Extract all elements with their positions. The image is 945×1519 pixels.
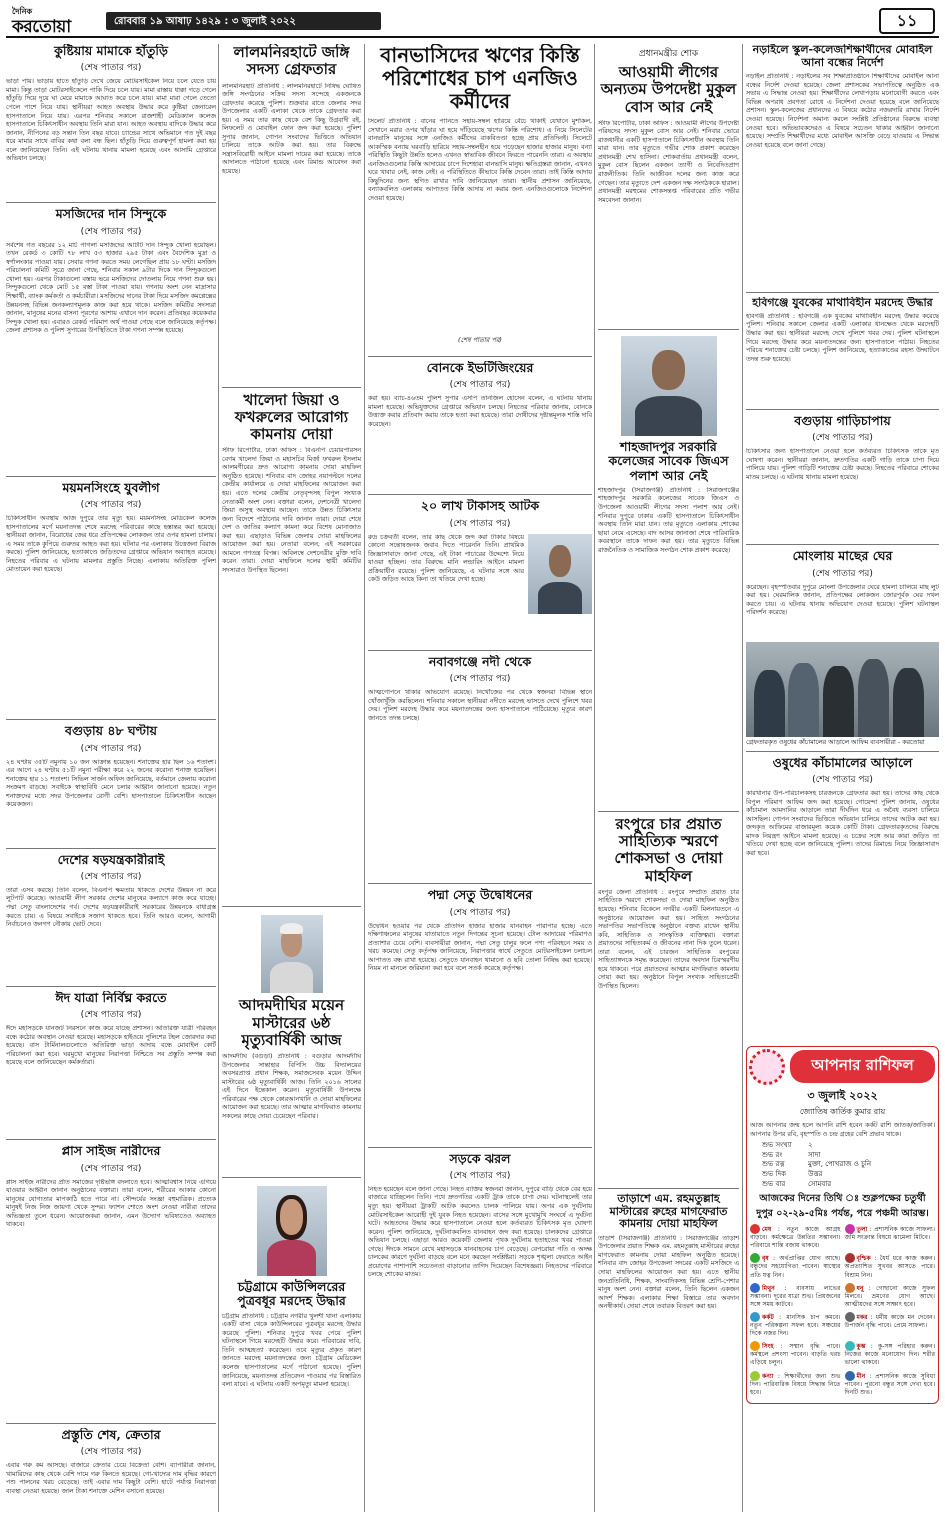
headline: কুষ্টিয়ায় মামাকে হাঁতুড়ি bbox=[54, 44, 168, 58]
article-body: তাড়াশ (সিরাজগঞ্জ) প্রতিনিধি : সিরাজগঞ্জের তাড়াশ উপজেলার প্রয়াত শিক্ষক এম. রহমতুল্লাহ মাস্টারের রুহের মাগফেরাত কামনায় দোয়া মাহফিল অনুষ্ঠিত হয়েছে। শনিবার বাদ জোহর উপজেলা সদরের একটি মসজিদে এ দোয়া মাহফিলের আয়োজন করা হয়। এতে স্থানীয় জনপ্রতিনিধি, শিক্ষক, সাংবাদিকসহ বিভিন্ন শ্রেণি-পেশার মানুষ অংশ নেন। বক্তারা বলেন, তিনি ছিলেন একজন আদর্শ শিক্ষক। এলাকার শিক্ষা বিস্তারে তার অবদান অনস্বীকার্য। দোয়া শেষে তবারক বিতরণ করা হয়। bbox=[598, 1234, 739, 1311]
column-2 bbox=[222, 44, 361, 1512]
article-body: হবিগঞ্জ প্রতিনিধি : হবিগঞ্জে এক যুবকের মাথাবিহীন মরদেহ উদ্ধার করেছে পুলিশ। শনিবার সকালে জেলার একটি এলাকার ধানক্ষেত থেকে মরদেহটি উদ্ধার করা হয়। স্থানীয়রা মরদেহ দেখে পুলিশে খবর দেয়। পুলিশ ঘটনাস্থলে গিয়ে মরদেহ উদ্ধার করে ময়নাতদন্তের জন্য হাসপাতালে পাঠায়। নিহতের পরিচয় শনাক্তের চেষ্টা চলছে। পুলিশ জানিয়েছে, হত্যাকাণ্ডের রহস্য উদ্ঘাটনে তদন্ত শুরু হয়েছে। bbox=[746, 312, 939, 363]
photo-body bbox=[270, 962, 313, 993]
sign-text: নতুন কাজে আগ্রহ বাড়বে। কর্মক্ষেত্রে উন্নতির সম্ভাবনা। পরিবারে শান্তি বজায় থাকবে। bbox=[750, 1226, 841, 1250]
aries-icon bbox=[750, 1224, 760, 1234]
headline: ময়মনসিংহে যুবলীগ bbox=[62, 480, 160, 495]
sign-name: কর্কট bbox=[762, 1313, 774, 1321]
headline: প্রস্তুতি শেষ, ক্রেতার bbox=[61, 1427, 161, 1442]
lucky-key: শুভ রত্ন bbox=[762, 1160, 785, 1169]
article-opium bbox=[746, 756, 939, 1040]
sign-text: অর্থপ্রাপ্তির যোগ আছে। বন্ধুদের সহযোগিতা পাবেন। স্বাস্থ্যের প্রতি যত্ন নিন। bbox=[750, 1255, 841, 1279]
lucky-key: শুভ দিক bbox=[762, 1169, 787, 1178]
continued-label: (শেষ পাতার পর) bbox=[449, 518, 511, 529]
continued-label: (শেষ পাতার পর) bbox=[812, 433, 873, 444]
sign-name: সিংহ bbox=[762, 1343, 774, 1351]
headline: তাড়াশে এম. রহমতুল্লাহ মাস্টারের রুহের মাগফেরাত কামনায় দোয়া মাহফিল bbox=[609, 1192, 728, 1231]
article-body: রংপুর জেলা প্রতিনিধি : রংপুরে সম্প্রতি প্রয়াত চার সাহিত্যিক স্মরণে শোকসভা ও দোয়া মাহফিল অনুষ্ঠিত হয়েছে। শনিবার বিকেলে নগরীর একটি মিলনায়তনে এ অনুষ্ঠানের আয়োজন করা হয়। সাহিত্য সংগঠনের সভাপতির সভাপতিত্বে অনুষ্ঠানে বক্তব্য রাখেন স্থানীয় কবি, সাহিত্যিক ও সাংস্কৃতিক ব্যক্তিত্বরা। বক্তারা প্রয়াতদের সাহিত্যকর্ম ও জীবনের নানা দিক তুলে ধরেন। তারা বলেন, এই চারজন সাহিত্যিক রংপুরের সাহিত্যাঙ্গনকে সমৃদ্ধ করেছেন। তাদের অবদান চিরস্মরণীয় হয়ে থাকবে। পরে প্রয়াতদের আত্মার মাগফিরাত কামনায় দোয়া করা হয়। অনুষ্ঠানে বিপুল সংখ্যক সাহিত্যপ্রেমী উপস্থিত ছিলেন। bbox=[598, 888, 739, 990]
article-eid-journey bbox=[6, 991, 216, 1135]
photo-figure bbox=[823, 666, 854, 736]
divider bbox=[222, 906, 361, 907]
sign-name: মিথুন bbox=[762, 1284, 775, 1292]
virgo-icon bbox=[750, 1371, 760, 1381]
lucky-value: ২ bbox=[808, 1141, 813, 1150]
lucky-row bbox=[750, 1170, 935, 1180]
article-conspirators bbox=[6, 853, 216, 982]
libra-icon bbox=[845, 1224, 855, 1234]
gemini-icon bbox=[750, 1283, 760, 1293]
divider bbox=[746, 751, 939, 752]
article-body: চিকিৎসার জন্য হাসপাতালে নেওয়া হলে কর্তব্যরত চিকিৎসক তাকে মৃত ঘোষণা করেন। স্থানীয়রা জানান, দ্রুতগতির একটি গাড়ি তাকে চাপা দিয়ে পালিয়ে যায়। পুলিশ গাড়িটি শনাক্তের চেষ্টা করছে। নিহতের পরিবারে শোকের মাতম চলছে। এ ঘটনায় থানায় মামলা হয়েছে। bbox=[746, 448, 939, 481]
article-body: আদমদীঘি (বগুড়া) প্রতিনিধি : বগুড়ার আদমদীঘি উপজেলার সান্তাহার বিপিসি উচ্চ বিদ্যালয়ের অবসরপ্রাপ্ত প্রধান শিক্ষক, সমাজসেবক ময়েন উদ্দিন মাস্টারের ৬ষ্ঠ মৃত্যুবার্ষিকী আজ। তিনি ২০১৬ সালের এই দিনে ইন্তেকাল করেন। মৃত্যুবার্ষিকী উপলক্ষে পরিবারের পক্ষ থেকে কোরআনখানি ও দোয়া মাহফিলের আয়োজন করা হয়েছে। তার আত্মার মাগফিরাত কামনায় সকলের কাছে দোয়া চেয়েছেন পরিবার। bbox=[222, 1053, 361, 1120]
sign-item: মীন : প্রশাসনিক কাজে সুবিধা পাবেন। পুরনো বন্ধুর সঙ্গে দেখা হবে। দিনটি শুভ। bbox=[844, 1372, 935, 1396]
continued-label: (শেষ পাতার পর) bbox=[449, 1170, 511, 1181]
logo-prefix: দৈনিক bbox=[12, 7, 33, 16]
headline: বগুড়ায় গাড়িচাপায় bbox=[794, 413, 891, 428]
sign-item: তুলা : প্রশাসনিক কাজে সাফল্য। জমি সংক্রান্ত বিষয়ে ঝামেলা মিটবে। bbox=[844, 1226, 935, 1242]
article-tarash bbox=[598, 1193, 739, 1495]
photo-figure bbox=[858, 659, 889, 737]
headline: দেশের ষড়যন্ত্রকারীরাই bbox=[57, 852, 165, 867]
lucky-key: শুভ রং bbox=[762, 1150, 783, 1159]
headline: প্লাস সাইজ নারীদের bbox=[61, 1144, 161, 1159]
article-body: নড়াইল প্রতিনিধি : নড়াইলের সব শিক্ষাপ্রতিষ্ঠানে শিক্ষার্থীদের মোবাইল আনা বন্ধের নির্দেশ দেওয়া হয়েছে। জেলা প্রশাসকের সভাপতিত্বে অনুষ্ঠিত এক সভায় এ সিদ্ধান্ত নেওয়া হয়। শিক্ষার্থীদের লেখাপড়ায় মনোযোগী করতে এবং বিভিন্ন অপরাধ প্রবণতা রোধে এ নির্দেশনা দেওয়া হয়েছে বলে জানিয়েছে প্রশাসন। স্কুল-কলেজের প্রধানদের এ বিষয়ে কঠোর নজরদারি রাখার নির্দেশ দেওয়া হয়েছে। নির্দেশনা অমান্য করলে সংশ্লিষ্ট প্রতিষ্ঠানের বিরুদ্ধে ব্যবস্থা নেওয়া হবে। অভিভাবকদেরও এ বিষয়ে সচেতন থাকার আহ্বান জানানো হয়েছে। সম্প্রতি শিক্ষার্থীদের মধ্যে মোবাইল আসক্তি বেড়ে যাওয়ায় এ সিদ্ধান্ত নেওয়া হয়েছে বলে জানা গেছে। bbox=[746, 73, 939, 149]
article-body: চিকিৎসাধীন অবস্থায় আজ দুপুরে তার মৃত্যু হয়। ময়মনসিংহ মেডিকেল কলেজ হাসপাতালের মর্গে ময়নাতদন্ত শেষে মরদেহ পরিবারের কাছে হস্তান্তর করা হয়েছে। স্থানীয়রা জানান, বিরোধের জের ধরে প্রতিপক্ষের লোকজন তার ওপর হামলা চালায়। এ সময় তাকে কুপিয়ে গুরুতর আহত করা হয়। ঘটনার পর এলাকায় উত্তেজনা বিরাজ করছে। পুলিশ জানিয়েছে, হত্যাকাণ্ডে জড়িতদের গ্রেপ্তারে অভিযান অব্যাহত রয়েছে। নিহতের পরিবার এ ঘটনায় মামলার প্রস্তুতি নিচ্ছে। এলাকায় অতিরিক্ত পুলিশ মোতায়েন করা হয়েছে। bbox=[6, 515, 216, 574]
column-rule bbox=[742, 44, 743, 1512]
photo-body bbox=[538, 582, 583, 614]
article-bogura-accident bbox=[746, 414, 939, 540]
divider bbox=[6, 476, 216, 477]
divider bbox=[6, 848, 216, 849]
article-body: শাহজাদপুর (সিরাজগঞ্জ) প্রতিনিধি : সিরাজগঞ্জের শাহজাদপুর সরকারি কলেজের সাবেক জিএস ও উপজেলা আওয়ামী লীগের সদস্য পলাশ আর নেই। শনিবার দুপুরে ঢাকার একটি হাসপাতালে চিকিৎসাধীন অবস্থায় তিনি মারা যান। তার মৃত্যুতে এলাকায় শোকের ছায়া নেমে এসেছে। বাদ আসর জানাজা শেষে পারিবারিক কবরস্থানে তাকে দাফন করা হয়। তার মৃত্যুতে বিভিন্ন রাজনৈতিক ও সামাজিক সংগঠন শোক প্রকাশ করেছে। bbox=[598, 486, 739, 554]
article-body: তারা এসব করছে। তিনি বলেন, বিএনপি ক্ষমতায় থাকতে দেশের উন্নয়ন না করে লুটপাট করেছে। আওয়ামী লীগ সরকার দেশের মানুষের কল্যাণে কাজ করে যাচ্ছে। পদ্মা সেতু বাংলাদেশের গর্ব। দেশের ষড়যন্ত্রকারীরাই সরকারের উন্নয়নকে বাধাগ্রস্ত করতে চায়। এ বিষয়ে সবাইকে সজাগ থাকতে হবে। তিনি আরও বলেন, আগামী নির্বাচনেও জনগণ নৌকায় ভোট দেবে। bbox=[6, 886, 216, 929]
sign-text: ব্যবসায় লাভের সম্ভাবনা। দূরের যাত্রা শুভ। প্রিয়জনের সঙ্গে সময় কাটবে। bbox=[750, 1284, 841, 1308]
logo-text: করতোয়া bbox=[12, 17, 71, 37]
divider bbox=[746, 409, 939, 410]
continued-label: (শেষ পাতার পর) bbox=[449, 907, 511, 918]
newspaper-page bbox=[6, 4, 939, 1515]
article-mukul-bose bbox=[598, 44, 739, 325]
sign-item: মিথুন : ব্যবসায় লাভের সম্ভাবনা। দূরের যাত্রা শুভ। প্রিয়জনের সঙ্গে সময় কাটবে। bbox=[750, 1284, 841, 1308]
sign-item: কন্যা : শিক্ষার্থীদের জন্য শুভ দিন। পারিবারিক বিষয়ে সিদ্ধান্ত নিতে হবে। bbox=[750, 1372, 841, 1396]
article-chattogram bbox=[222, 1182, 361, 1512]
sign-item: সিংহ : সম্মান বৃদ্ধি পাবে। কর্মস্থলে প্রশংসা পাবেন। বাড়তি খরচ এড়িয়ে চলুন। bbox=[750, 1343, 841, 1367]
sign-text: ধৈর্য ধরে কাজ করুন। অপ্রত্যাশিত সুখবর আসতে পারে। বিশ্রাম নিন। bbox=[844, 1255, 935, 1279]
capricorn-icon bbox=[845, 1312, 855, 1322]
sign-text: প্রশাসনিক কাজে সুবিধা পাবেন। পুরনো বন্ধুর সঙ্গে দেখা হবে। দিনটি শুভ। bbox=[844, 1372, 935, 1396]
divider bbox=[368, 1147, 592, 1148]
headline: ওষুধের কাঁচামালের আড়ালে bbox=[772, 755, 913, 770]
photo-head bbox=[549, 545, 571, 577]
divider bbox=[598, 329, 739, 330]
horoscope-title: আপনার রাশিফল bbox=[790, 1050, 935, 1083]
divider bbox=[6, 986, 216, 987]
sign-text: গোছানো কাজে সুফল মিলবে। ভ্রমণের যোগ আছে। আত্মীয়দের সঙ্গে সাক্ষাৎ হবে। bbox=[844, 1284, 935, 1308]
article-cattle-market bbox=[6, 1428, 216, 1512]
divider bbox=[368, 883, 592, 884]
sign-item: ধনু : গোছানো কাজে সুফল মিলবে। ভ্রমণের যোগ আছে। আত্মীয়দের সঙ্গে সাক্ষাৎ হবে। bbox=[844, 1284, 935, 1308]
sign-item: মকর : ধর্মীয় কাজে মন দেবেন। উপার্জন বৃদ্ধি পাবে। প্রেমে সাফল্য। bbox=[844, 1313, 935, 1330]
newspaper-logo bbox=[10, 6, 98, 37]
article-body: স্টাফ রিপোর্টার, ঢাকা অফিস : আওয়ামী লীগের উপদেষ্টা পরিষদের সদস্য মুকুল বোস আর নেই। শনিবার ভোরে রাজধানীর একটি হাসপাতালে চিকিৎসাধীন অবস্থায় তিনি মারা যান। তার মৃত্যুতে গভীর শোক প্রকাশ করেছেন প্রধানমন্ত্রী শেখ হাসিনা। শোকবার্তায় প্রধানমন্ত্রী বলেন, মুকুল বোস ছিলেন একজন ত্যাগী ও নিবেদিতপ্রাণ রাজনীতিক। তিনি আজীবন দলের জন্য কাজ করে গেছেন। তার মৃত্যুতে দেশ একজন দক্ষ সংগঠককে হারাল। প্রধানমন্ত্রী মরহুমের শোকসন্তপ্ত পরিবারের প্রতি গভীর সমবেদনা জানান। bbox=[598, 119, 739, 204]
divider bbox=[222, 1177, 361, 1178]
taurus-icon bbox=[750, 1253, 760, 1263]
divider bbox=[598, 1188, 739, 1189]
headline: চট্টগ্রামে কাউন্সিলরের পুত্রবধূর মরদেহ উদ্ধার bbox=[237, 1279, 346, 1309]
column-3 bbox=[368, 44, 592, 1512]
article-nawabganj bbox=[368, 655, 592, 879]
column-rule bbox=[364, 44, 365, 1512]
astrologer-name: জ্যোতিষ কার্তিক কুমার রায় bbox=[799, 1107, 886, 1117]
article-20-lakh bbox=[368, 499, 592, 645]
article-eve-teasing bbox=[368, 361, 592, 490]
article-body: ভাড়া পায়। ভাড়ায় হাতে হাঁতুড়ি দেখে জেয়ে মোটরসাইকেল নিয়ে চলে যেতে চায় মামা। কিন্তু তাড়া মোটরসাইকেলে পাকি দিয়ে চলে যায়। মামা রাস্তায় ধাক্কা গড়ে গেলে হাঁতুড়ি দিয়ে দুয়ে ঘা মেরে মামাকে আঘাত করে চলে যায়। মামা মারা গেলে তেতো পেলে পাশে নিয়ে যায়। স্থানীয়রা আহত অবস্থায় উদ্ধার করে কুষ্টিয়া জেনারেল হাসপাতালে নিয়ে যায়। এরপর শনিবার সকালে রাজশাহী মেডিক্যাল কলেজ হাসপাতালে চিকিৎসাধীন অবস্থায় তিনি মারা যান। আহত অবস্থায় বাদিকে উদ্ধার করে জানান, নীপিনের বড় সন্তান তিন বছর যাবে। চ্যান্ডের সাথে অভিমানে গত দুই বছর ধরে মামার সাথে বাবির কথা বলা বন্ধ ছিল। হাঁতুড়ি দিয়ে গুরুত্বপূর্ণ হামলা করা হয় বলে জানিয়েছেন তিনি। এই ঘটনায় থানায় মামলা হয়েছে এবং আসামি গ্রেপ্তারে অভিযান চলছে। bbox=[6, 78, 216, 163]
continued-label: (শেষ পাতার পর) bbox=[812, 775, 873, 786]
headline: আদমদীঘির ময়েন মাস্টারের ৬ষ্ঠ মৃত্যুবার্ষিকী আজ bbox=[238, 996, 345, 1049]
headline: ২০ লাখ টাকাসহ আটক bbox=[420, 499, 540, 514]
sign-name: মীন bbox=[856, 1372, 866, 1380]
photo-hair bbox=[280, 923, 302, 934]
photo-wrapper bbox=[222, 915, 361, 993]
zodiac-wheel-icon bbox=[749, 1049, 785, 1085]
horoscope-date: ৩ জুলাই ২০২২ bbox=[807, 1089, 878, 1103]
photo-figure bbox=[754, 670, 785, 737]
photo-head bbox=[280, 1199, 304, 1235]
article-body: প্লাস সাইজ নারীদের প্রতি সমাজের দৃষ্টিভঙ্গি বদলাতে হবে। আত্মবিশ্বাস নিয়ে এগিয়ে যাওয়ার আহ্বান জানান অনুষ্ঠানের বক্তারা। তারা বলেন, শরীরের আকার কোনো মানুষের যোগ্যতার মাপকাঠি হতে পারে না। সৌন্দর্যের সংজ্ঞা বহুমাত্রিক। প্রত্যেক মানুষই নিজ নিজ জায়গা থেকে সুন্দর। ফ্যাশন শোতে অংশ নেওয়া নারীরা তাদের অভিজ্ঞতা তুলে ধরেন। আয়োজকরা জানান, এমন উদ্যোগ ভবিষ্যতেও অব্যাহত থাকবে। bbox=[6, 1178, 216, 1229]
lucky-value: সাদা bbox=[808, 1150, 821, 1159]
portrait-photo bbox=[621, 336, 717, 436]
zodiac-signs bbox=[750, 1224, 935, 1400]
sign-name: কুম্ভ bbox=[856, 1343, 866, 1351]
headline: হবিগঞ্জে যুবকের মাথাবিহীন মরদেহ উদ্ধার bbox=[752, 297, 933, 310]
divider bbox=[368, 356, 592, 357]
sign-item: কর্কট : মানসিক চাপ কমবে। নতুন পরিকল্পনা সফল হবে। সঞ্চয়ের দিকে নজর দিন। bbox=[750, 1313, 841, 1338]
article-body: লালমনিরহাট প্রতিনিধি : লালমনিরহাটে নিষিদ্ধ ঘোষিত জঙ্গি সংগঠনের সক্রিয় সদস্য সন্দেহে একজনকে গ্রেফতার করেছে পুলিশ। শুক্রবার রাতে জেলার সদর উপজেলার একটি এলাকা থেকে তাকে গ্রেফতার করা হয়। এ সময় তার কাছ থেকে বেশ কিছু উগ্রবাদী বই, লিফলেট ও মোবাইল ফোন জব্দ করা হয়েছে। পুলিশ সুপার জানান, গোপন সংবাদের ভিত্তিতে অভিযান চালিয়ে তাকে আটক করা হয়। তার বিরুদ্ধে সন্ত্রাসবিরোধী আইনে মামলা দায়ের করা হয়েছে। তাকে আদালতে পাঠানো হয়েছে এবং রিমান্ড আবেদন করা হয়েছে। bbox=[222, 82, 361, 175]
portrait-photo bbox=[261, 915, 323, 993]
photo-caption: গ্রেফতারকৃত ওষুধের কাঁচামালের আড়ালে আফিম ব্যবসায়ীরা - করতোয়া bbox=[746, 738, 925, 746]
article-body: করেছেন। বৃহস্পতিবার দুপুরে মোংলা উপজেলার ঘেরে হামলা চালিয়ে মাছ লুট করা হয়। ঘেরমালিক জানান, প্রতিপক্ষের লোকজন জোরপূর্বক ঘের দখল করতে চায়। এ ঘটনায় থানায় অভিযোগ দেওয়া হয়েছে। পুলিশ ঘটনাস্থল পরিদর্শন করেছে। bbox=[746, 583, 939, 617]
article-body: উদ্বোধন হওয়ার পর থেকে প্রতিদিন হাজার হাজার যানবাহন পারাপার হচ্ছে। এতে দক্ষিণাঞ্চলের মানুষের যাতায়াতে নতুন দিগন্তের সূচনা হয়েছে। টোল আদায়ের পরিমাণও প্রত্যাশার চেয়ে বেশি। ব্যবসায়ীরা জানান, পদ্মা সেতু চালুর ফলে পণ্য পরিবহনে সময় ও খরচ কমেছে। সেতু কর্তৃপক্ষ জানিয়েছে, নিরাপত্তার স্বার্থে সেতুতে মোটরসাইকেল চলাচল আপাতত বন্ধ রাখা হয়েছে। সেতুতে যানবাহন থামানো ও ছবি তোলা নিষিদ্ধ করা হয়েছে। নিয়ম না মানলে জরিমানা করা হবে বলে সতর্ক করেছে কর্তৃপক্ষ। bbox=[368, 922, 592, 973]
lucky-row bbox=[750, 1141, 935, 1151]
lucky-table bbox=[750, 1141, 935, 1189]
article-road-accident bbox=[368, 1152, 592, 1513]
photo-figure bbox=[788, 663, 819, 737]
continued-label: (শেষ পাতার পর) bbox=[812, 568, 873, 579]
divider bbox=[6, 1139, 216, 1140]
column-rule bbox=[218, 44, 219, 1512]
sign-item: বৃষ : অর্থপ্রাপ্তির যোগ আছে। বন্ধুদের সহযোগিতা পাবেন। স্বাস্থ্যের প্রতি যত্ন নিন। bbox=[750, 1255, 841, 1279]
lucky-value: মুক্তা, পোখরাজ ও চুনি bbox=[808, 1160, 872, 1169]
divider bbox=[6, 719, 216, 720]
headline: বোনকে ইভটিজিংয়ের bbox=[426, 361, 534, 375]
article-khaleda-prayer bbox=[222, 392, 361, 903]
photo-wrapper bbox=[598, 336, 739, 436]
article-bogura-covid bbox=[6, 724, 216, 843]
photo-head bbox=[652, 350, 685, 390]
divider bbox=[598, 811, 739, 812]
horoscope-intro: আজ আপনার জন্ম হলে আপনি রাশি হবেন কর্কট রাশি জাতক/জাতিকা। আপনার উপর রবি, বৃহস্পতি ও চন্দ্র গ্রহের বেশি প্রভাব থাকে। bbox=[750, 1122, 935, 1138]
headline: নড়াইলে স্কুল-কলেজশিক্ষার্থীদের মোবাইল আনা বন্ধের নির্দেশ bbox=[752, 44, 933, 69]
article-body: সিলেট প্রতিনিধি : বানের পানিতে সহায়-সম্বল হারিয়ে বেঁচে থাকাই যেখানে মুশকিল, সেখানে মরার ওপর খাঁড়ার ঘা হয়ে দাঁড়িয়েছে ঋণের কিস্তি পরিশোধ। এ নিয়ে সিলেটের বানভাসি মানুষের সঙ্গে এনজিও কর্মীদের বাকবিতণ্ডা হচ্ছে প্রায় প্রতিদিনই। সিলেটে আকস্মিক বন্যায় ঘরবাড়ি হারিয়ে সহায়-সম্বলহীন হয়ে পড়েছেন হাজার হাজার মানুষ। বন্যা পরিস্থিতি কিছুটা উন্নতি হলেও এখনও স্বাভাবিক জীবনে ফিরতে পারেননি তারা। এ অবস্থায় এনজিওগুলোর কিস্তি আদায়ের চাপে দিশেহারা বানভাসি মানুষ। ক্ষতিগ্রস্তরা জানান, এখনও ঘরে খাবার নেই, কাজ নেই। এ পরিস্থিতিতে কীভাবে কিস্তি দেবেন তারা। তাই কিস্তি আদায় কিছুদিনের জন্য স্থগিত রাখার দাবি জানিয়েছেন তারা। স্থানীয় প্রশাসন জানিয়েছে, বন্যাকবলিত এলাকায় আপাতত কিস্তি আদায় না করার জন্য এনজিওগুলোকে নির্দেশনা দেওয়া হয়েছে। bbox=[368, 118, 592, 202]
sign-text: প্রশাসনিক কাজে সাফল্য। জমি সংক্রান্ত বিষয়ে ঝামেলা মিটবে। bbox=[844, 1226, 935, 1242]
article-mongla bbox=[746, 549, 939, 746]
article-body: কারখানার উপ-পরিচালকসহ চারজনকে গ্রেফতার করা হয়। তাদের কাছ থেকে বিপুল পরিমাণ আফিম জব্দ করা হয়েছে। গোয়েন্দা পুলিশ জানায়, ওষুধের কাঁচামাল আমদানির আড়ালে তারা দীর্ঘদিন ধরে এ অবৈধ ব্যবসা চালিয়ে আসছিল। গোপন সংবাদের ভিত্তিতে অভিযান চালিয়ে তাদের আটক করা হয়। জব্দকৃত আফিমের বাজারমূল্য কয়েক কোটি টাকা। গ্রেফতারকৃতদের বিরুদ্ধে মাদক নিয়ন্ত্রণ আইনে মামলা হয়েছে। এ চক্রের সঙ্গে আর কারা জড়িত তা খতিয়ে দেখা হচ্ছে বলে জানিয়েছে পুলিশ। তাদের রিমান্ডে নিয়ে জিজ্ঞাসাবাদ করা হবে। bbox=[746, 790, 939, 857]
lucky-key: শুভ সংখ্যা bbox=[762, 1141, 792, 1150]
lucky-key: শুভ বার bbox=[762, 1179, 786, 1188]
article-kushtia bbox=[6, 44, 216, 198]
photo-wrapper bbox=[222, 1186, 361, 1276]
lucky-value: সোমবার bbox=[808, 1179, 832, 1188]
article-lalmonirhat bbox=[222, 44, 361, 383]
group-photo bbox=[746, 642, 939, 737]
leo-icon bbox=[750, 1341, 760, 1351]
masthead bbox=[6, 4, 939, 38]
sign-name: বৃশ্চিক bbox=[856, 1255, 871, 1263]
photo-body bbox=[635, 396, 702, 436]
portrait-photo bbox=[528, 534, 592, 614]
tithi-subtitle: আজকের দিনের তিথি ঃ শুক্লপক্ষের চতুর্থী দুপুর ০২-২৯-৫মিঃ পর্যন্ত, পরে পঞ্চমী আরম্ভ। bbox=[756, 1193, 929, 1220]
sign-name: কন্যা bbox=[762, 1372, 774, 1380]
article-body: আত্মগোপনে থাকার অভিযোগ রয়েছে। নিখোঁজের পর থেকে স্বজনরা বিভিন্ন স্থানে খোঁজাখুঁজি করছিলেন। শনিবার সকালে স্থানীয়রা নদীতে মরদেহ ভাসতে দেখে পুলিশে খবর দেয়। পুলিশ মরদেহ উদ্ধার করে ময়নাতদন্তের জন্য হাসপাতালে পাঠিয়েছে। মৃত্যুর কারণ জানতে তদন্ত চলছে। bbox=[368, 689, 592, 722]
headline: সড়কে ঝরল bbox=[449, 1151, 511, 1166]
divider bbox=[368, 494, 592, 495]
cancer-icon bbox=[750, 1312, 760, 1322]
sign-text: কু-সঙ্গ পরিহার করুন। নিজের কাজে মনোযোগ দিন। শরীর ভালো থাকবে। bbox=[844, 1343, 935, 1367]
headline: ঈদ যাত্রা নির্বিঘ্ন করতে bbox=[55, 990, 167, 1005]
sign-text: ধর্মীয় কাজে মন দেবেন। উপার্জন বৃদ্ধি পাবে। প্রেমে সাফল্য। bbox=[844, 1313, 935, 1330]
article-lead-ngo bbox=[368, 44, 592, 352]
continued-label: (শেষ পাতার পর) bbox=[80, 1010, 142, 1021]
lucky-row bbox=[750, 1180, 935, 1190]
sagittarius-icon bbox=[845, 1283, 855, 1293]
continued-label: (শেষ পাতার পর) bbox=[80, 1163, 142, 1174]
headline: লালমনিরহাটে জঙ্গি সদস্য গ্রেফতার bbox=[233, 44, 350, 79]
headline: খালেদা জিয়া ও ফখরুলের আরোগ্য কামনায় দোয়া bbox=[234, 391, 349, 443]
page-number: ১১ bbox=[879, 8, 935, 34]
article-obituary bbox=[222, 911, 361, 1173]
lucky-value: উত্তর bbox=[808, 1169, 823, 1178]
continued-label: (শেষ পাতার পর) bbox=[80, 226, 142, 237]
horoscope-box bbox=[746, 1046, 939, 1404]
divider bbox=[6, 202, 216, 203]
sign-name: তুলা bbox=[856, 1226, 868, 1234]
article-body: স্টাফ রিপোর্টার, ঢাকা অফিস : বিএনপি চেয়ারপারসন বেগম খালেদা জিয়া ও মহাসচিব মির্জা ফখরুল ইসলাম আলমগীরের দ্রুত আরোগ্য কামনায় দোয়া মাহফিল অনুষ্ঠিত হয়েছে। শনিবার বাদ জোহর নয়াপল্টনে দলের কেন্দ্রীয় কার্যালয়ে এ দোয়া মাহফিলের আয়োজন করা হয়। এতে দলের কেন্দ্রীয় নেতৃবৃন্দসহ বিপুল সংখ্যক নেতাকর্মী অংশ নেন। বক্তারা বলেন, দেশনেত্রী খালেদা জিয়া অসুস্থ অবস্থায় আছেন। তাকে উন্নত চিকিৎসার জন্য বিদেশে পাঠানোর দাবি জানান তারা। দোয়া শেষে দেশ ও জাতির কল্যাণ কামনা করে বিশেষ মোনাজাত করা হয়। এছাড়াও বিভিন্ন জেলায় দোয়া মাহফিলের আয়োজন করা হয়। নেতারা বলেন, এই সরকারের আমলে গণতন্ত্র বিপন্ন। অবিলম্বে দেশনেত্রীর মুক্তি দাবি করেন তারা। দোয়া মাহফিলে দলের স্থায়ী কমিটির সদস্যরাও উপস্থিত ছিলেন। bbox=[222, 447, 361, 574]
article-narail bbox=[746, 44, 939, 288]
continued-label: (শেষ পাতার পর) bbox=[80, 1447, 142, 1457]
headline: বগুড়ায় ৪৮ ঘণ্টায় bbox=[65, 724, 157, 739]
headline: শাহজাদপুর সরকারি কলেজের সাবেক জিএস পলাশ আর নেই bbox=[608, 438, 729, 483]
continued-label: (শেষ পাতার পর) bbox=[449, 674, 511, 685]
sign-name: মকর bbox=[856, 1313, 868, 1321]
dateline: রোববার ১৯ আষাঢ় ১৪২৯ : ৩ জুলাই ২০২২ bbox=[106, 12, 381, 30]
article-body: চট্টগ্রাম প্রতিনিধি : চট্টগ্রাম নগরীর খুলশী থানা এলাকায় একটি বাসা থেকে কাউন্সিলরের পুত্রবধূর মরদেহ উদ্ধার করেছে পুলিশ। শনিবার দুপুরে খবর পেয়ে পুলিশ ঘটনাস্থলে গিয়ে মরদেহটি উদ্ধার করে। পরিবারের দাবি, তিনি আত্মহত্যা করেছেন। তবে মৃত্যুর প্রকৃত কারণ জানতে মরদেহ ময়নাতদন্তের জন্য চট্টগ্রাম মেডিকেল কলেজ হাসপাতালের মর্গে পাঠানো হয়েছে। পুলিশ জানিয়েছে, ময়নাতদন্ত প্রতিবেদন পাওয়ার পর বিস্তারিত বলা যাবে। এ ঘটনায় একটি অপমৃত্যু মামলা হয়েছে। bbox=[222, 1312, 361, 1389]
column-rule bbox=[594, 44, 595, 1512]
article-padma-bridge bbox=[368, 888, 592, 1142]
sign-item: বৃশ্চিক : ধৈর্য ধরে কাজ করুন। অপ্রত্যাশিত সুখবর আসতে পারে। বিশ্রাম নিন। bbox=[844, 1255, 935, 1279]
portrait-photo bbox=[257, 1186, 327, 1276]
article-body: রুদ্র চক্রবর্তী বলেন, তার কাছ থেকে জব্দ করা টাকার বিষয়ে কোনো সন্তোষজনক জবাব দিতে পারেননি তিনি। প্রাথমিক জিজ্ঞাসাবাদে জানা গেছে, এই টাকা পাচারের উদ্দেশ্যে নিয়ে যাওয়া হচ্ছিল। তার বিরুদ্ধে মানি লন্ডারিং আইনে মামলা প্রক্রিয়াধীন রয়েছে। পুলিশ জানিয়েছে, এ ঘটনার সঙ্গে আর কেউ জড়িত আছে কিনা তা খতিয়ে দেখা হচ্ছে। bbox=[368, 533, 524, 584]
aquarius-icon bbox=[845, 1341, 855, 1351]
sign-item: মেষ : নতুন কাজে আগ্রহ বাড়বে। কর্মক্ষেত্রে উন্নতির সম্ভাবনা। পরিবারে শান্তি বজায় থাকবে। bbox=[750, 1226, 841, 1250]
continued-label: (শেষ পাতার পর) bbox=[458, 336, 502, 344]
divider bbox=[368, 650, 592, 651]
article-row bbox=[368, 534, 592, 646]
column-1 bbox=[6, 44, 216, 1512]
sign-name: বৃষ bbox=[762, 1255, 769, 1263]
sign-name: মেষ bbox=[762, 1226, 772, 1234]
article-body: সর্বশেষ গত বছরের ১২ মার্চ পাগলা মসজিদের আটটি দান সিন্দুক খোলা হয়েছিল। তখন রেকর্ড ৩ কোটি ৭৮ লাখ ৫৩ হাজার ২৯৫ টাকা এবং বৈদেশিক মুদ্রা ও স্বর্ণালংকার পাওয়া যায়। সেবার গণনা করতে সময় লেগেছিল প্রায় ১৮ ঘণ্টা। মসজিদ পরিচালনা কমিটি সূত্রে জানা গেছে, শনিবার সকাল ৯টার দিকে দান সিন্দুকগুলো খোলা হয়। এরপর টাকাগুলো বস্তায় ভরে মসজিদের দোতলায় নিয়ে গণনা শুরু হয়। সিন্দুকগুলো থেকে মোট ১৫ বস্তা টাকা পাওয়া যায়। গণনায় অংশ নেন মাদ্রাসার শিক্ষার্থী, ব্যাংক কর্মকর্তা ও কর্মচারীরা। মসজিদের দানের টাকা দিয়ে মসজিদ কমপ্লেক্সের উন্নয়নসহ বিভিন্ন জনকল্যাণমূলক কাজ করা হয়ে থাকে। মসজিদ কমিটির সদস্যরা জানান, মানুষের মনের বাসনা পূরণের আশায় এখানে দান করেন। প্রতিবছর কয়েকবার সিন্দুক খোলা হয়। এবারও রেকর্ড পরিমাণ অর্থ পাওয়া গেছে বলে জানিয়েছে কর্তৃপক্ষ। জেলা প্রশাসক ও পুলিশ সুপারের উপস্থিতিতে টাকা গণনা সম্পন্ন হয়েছে। bbox=[6, 241, 216, 335]
article-body: এবার গরু কম আসছে। বাজারে ক্রেতার চেয়ে বিক্রেতা বেশি। ব্যাপারীরা জানান, খামারিদের কাছ থেকে বেশি দামে গরু কিনতে হয়েছে। গো-খাদ্যের দাম বৃদ্ধির কারণে পশু পালনের খরচ বেড়েছে। তাই এবার দাম কিছুটা বেশি। হাটে পর্যাপ্ত নিরাপত্তা ব্যবস্থা নেওয়া হয়েছে। জাল টাকা শনাক্তে মেশিন বসানো হয়েছে। bbox=[6, 1462, 216, 1495]
headline: মোংলায় মাছের ঘের bbox=[792, 549, 893, 564]
article-body: নিহত হয়েছেন বলে জানা গেছে। নিহত ব্যক্তির স্বজনরা জানান, দুপুরে বাড়ি থেকে বের হয়ে বাজারে যাচ্ছিলেন তিনি। পথে দ্রুতগতির একটি ট্রাক তাকে চাপা দেয়। ঘটনাস্থলেই তার মৃত্যু হয়। স্থানীয়রা ট্রাকটি আটক করলেও চালক পালিয়ে যায়। অপর এক দুর্ঘটনায় মোটরসাইকেল আরোহী দুই যুবক নিহত হয়েছেন। বাসের সঙ্গে মুখোমুখি সংঘর্ষে এ দুর্ঘটনা ঘটে। আহতদের উদ্ধার করে হাসপাতালে নেওয়া হলে কর্তব্যরত চিকিৎসক মৃত ঘোষণা করেন। পুলিশ জানিয়েছে, দুর্ঘটনাকবলিত যানবাহন জব্দ করা হয়েছে। চালকদের গ্রেপ্তারে অভিযান চলছে। এছাড়া আরও কয়েকটি জেলায় পৃথক দুর্ঘটনায় হতাহতের খবর পাওয়া গেছে। ঈদকে সামনে রেখে মহাসড়কে যানবাহনের চাপ বেড়েছে। বেপরোয়া গতি ও অদক্ষ চালকের কারণে দুর্ঘটনা বাড়ছে বলে মনে করছেন সংশ্লিষ্টরা। সড়কে শৃঙ্খলা ফেরাতে আইন প্রয়োগের পাশাপাশি সচেতনতা বাড়ানোর তাগিদ দিয়েছেন বিশেষজ্ঞরা। নিহতদের পরিবারে চলছে শোকের মাতম। bbox=[368, 1185, 592, 1279]
article-rangpur bbox=[598, 816, 739, 1184]
sign-item: কুম্ভ : কু-সঙ্গ পরিহার করুন। নিজের কাজে মনোযোগ দিন। শরীর ভালো থাকবে। bbox=[844, 1343, 935, 1367]
article-habiganj bbox=[746, 297, 939, 405]
continued-label: (শেষ পাতার পর) bbox=[80, 63, 142, 74]
divider bbox=[746, 292, 939, 293]
divider bbox=[222, 387, 361, 388]
continued-label: (শেষ পাতার পর) bbox=[449, 380, 511, 391]
headline: পদ্মা সেতু উদ্বোধনের bbox=[427, 888, 533, 903]
headline: আওয়ামী লীগের অন্যতম উপদেষ্টা মুকুল বোস আর নেই bbox=[600, 63, 737, 116]
lucky-row bbox=[750, 1151, 935, 1161]
sign-text: মানসিক চাপ কমবে। নতুন পরিকল্পনা সফল হবে। সঞ্চয়ের দিকে নজর দিন। bbox=[750, 1313, 841, 1338]
article-mymensingh bbox=[6, 481, 216, 715]
continued-label: (শেষ পাতার পর) bbox=[80, 500, 142, 511]
article-body: ২৪ ঘণ্টায় ৩৫টি নমুনায় ১০ জন আক্রান্ত হয়েছেন। শনাক্তের হার ছিল ১৬ শতাংশ। এর আগে ২৪ ঘণ্টায় ৫১টি নমুনা পরীক্ষা করে ২২ জনের করোনা শনাক্ত হয়েছিল। শনাক্তের হার ১১ শতাংশ। সিভিল সার্জন অফিস জানিয়েছে, বর্তমানে জেলায় করোনা সংক্রমণ বাড়ছে। সবাইকে স্বাস্থ্যবিধি মেনে চলার আহ্বান জানানো হয়েছে। নতুন শনাক্তদের মধ্যে সদর উপজেলার রোগী বেশি। হাসপাতালে চিকিৎসাধীন আছেন কয়েকজন। bbox=[6, 758, 216, 809]
photo-body bbox=[267, 1240, 316, 1276]
kicker: প্রধানমন্ত্রীর শোক bbox=[638, 49, 699, 59]
headline: নবাবগঞ্জে নদী থেকে bbox=[428, 654, 532, 669]
divider bbox=[746, 544, 939, 545]
divider bbox=[6, 1423, 216, 1424]
headline: মসজিদের দান সিন্দুকে bbox=[55, 207, 167, 222]
sign-text: শিক্ষার্থীদের জন্য শুভ দিন। পারিবারিক বিষয়ে সিদ্ধান্ত নিতে হবে। bbox=[750, 1372, 841, 1396]
article-body: করা হয়। ব্যাচ-৪৬তম পুলিশ সুপার এসপি তানজিল হোসেন বলেন, এ ঘটনায় থানায় মামলা হয়েছে। অভিযুক্তদের গ্রেপ্তারে অভিযান চলছে। নিহতের পরিবার জানায়, বোনকে উত্ত্যক্ত করার প্রতিবাদ করায় তাকে হত্যা করা হয়েছে। তারা দোষীদের দৃষ্টান্তমূলক শাস্তি দাবি করেছেন। bbox=[368, 395, 592, 429]
sign-name: ধনু bbox=[856, 1284, 864, 1292]
column-4 bbox=[598, 44, 739, 1512]
sign-text: সম্মান বৃদ্ধি পাবে। কর্মস্থলে প্রশংসা পাবেন। বাড়তি খরচ এড়িয়ে চলুন। bbox=[750, 1343, 841, 1367]
article-body: ঈদে মহাসড়কে যানজট নিরসনে কাজ করে যাচ্ছে প্রশাসন। অতিরিক্ত যাত্রী পরিবহন বন্ধে কঠোর অবস্থান নেওয়া হয়েছে। মহাসড়কে হাইওয়ে পুলিশের টহল জোরদার করা হয়েছে। বাস টার্মিনালগুলোতে অতিরিক্ত ভাড়া আদায় বন্ধে মোবাইল কোর্ট পরিচালনা করা হবে। ঘরমুখো মানুষের নিরাপত্তা নিশ্চিতে সব প্রস্তুতি সম্পন্ন করা হয়েছে বলে জানিয়েছেন কর্মকর্তারা। bbox=[6, 1025, 216, 1067]
lucky-row bbox=[750, 1160, 935, 1170]
continued-label: (শেষ পাতার পর) bbox=[80, 743, 142, 754]
article-palash bbox=[598, 334, 739, 807]
scorpio-icon bbox=[845, 1253, 855, 1263]
headline: রংপুরে চার প্রয়াত সাহিত্যিক স্মরণে শোকসভা ও দোয়া মাহফিল bbox=[614, 815, 723, 885]
pisces-icon bbox=[845, 1371, 855, 1381]
photo-figure bbox=[893, 668, 924, 736]
article-mosque bbox=[6, 207, 216, 471]
lead-headline: বানভাসিদের ঋণের কিস্তি পরিশোধের চাপ এনজিও কর্মীদের bbox=[380, 44, 580, 113]
column-5 bbox=[746, 44, 939, 1512]
article-plus-size bbox=[6, 1144, 216, 1418]
continued-label: (শেষ পাতার পর) bbox=[80, 871, 142, 882]
